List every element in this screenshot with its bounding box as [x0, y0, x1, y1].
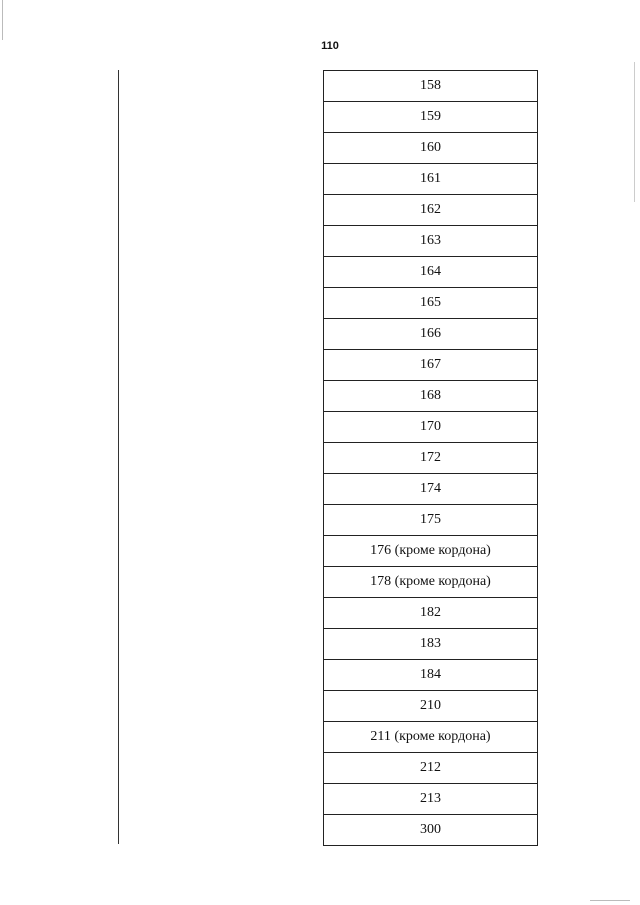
- table-row: [324, 443, 538, 474]
- table-body: [324, 71, 538, 846]
- table-cell: 213: [324, 784, 538, 815]
- table-cell: 178 (кроме кордона): [324, 567, 538, 598]
- table-cell: 163: [324, 226, 538, 257]
- table-cell: 158: [324, 71, 538, 102]
- table-cell: 162: [324, 195, 538, 226]
- table-row: [324, 102, 538, 133]
- table-cell: 172: [324, 443, 538, 474]
- table-row: [324, 629, 538, 660]
- table-row: [324, 536, 538, 567]
- table-row: [324, 474, 538, 505]
- table-row: [324, 660, 538, 691]
- table-cell: 165: [324, 288, 538, 319]
- table-row: [324, 164, 538, 195]
- table-cell: 164: [324, 257, 538, 288]
- table-cell: 184: [324, 660, 538, 691]
- table-cell: 300: [324, 815, 538, 846]
- table-cell: 167: [324, 350, 538, 381]
- district-number-table: [323, 70, 538, 846]
- table-row: [324, 381, 538, 412]
- table-cell: 161: [324, 164, 538, 195]
- scan-edge-mark: [590, 900, 630, 901]
- table-cell: 159: [324, 102, 538, 133]
- table-row: [324, 133, 538, 164]
- table-cell: 168: [324, 381, 538, 412]
- table-cell: 160: [324, 133, 538, 164]
- table-row: [324, 288, 538, 319]
- table-row: [324, 319, 538, 350]
- table-cell: 176 (кроме кордона): [324, 536, 538, 567]
- table-row: [324, 753, 538, 784]
- scan-edge-mark: [634, 62, 635, 202]
- table-cell: 166: [324, 319, 538, 350]
- table-row: [324, 691, 538, 722]
- table-cell: 174: [324, 474, 538, 505]
- table-row: [324, 257, 538, 288]
- table-cell: 175: [324, 505, 538, 536]
- table-cell: 212: [324, 753, 538, 784]
- table-row: [324, 71, 538, 102]
- table-row: [324, 567, 538, 598]
- table-row: [324, 412, 538, 443]
- table-cell: 183: [324, 629, 538, 660]
- table-row: [324, 815, 538, 846]
- table-row: [324, 722, 538, 753]
- table-cell: 211 (кроме кордона): [324, 722, 538, 753]
- table-cell: 210: [324, 691, 538, 722]
- table-row: [324, 350, 538, 381]
- scan-edge-mark: [2, 0, 3, 40]
- page-number: 110: [321, 40, 339, 52]
- table-row: [324, 598, 538, 629]
- table-cell: 170: [324, 412, 538, 443]
- table-row: [324, 505, 538, 536]
- table-row: [324, 226, 538, 257]
- table-row: [324, 195, 538, 226]
- table-left-column-rule: [118, 70, 119, 844]
- table-cell: 182: [324, 598, 538, 629]
- table-row: [324, 784, 538, 815]
